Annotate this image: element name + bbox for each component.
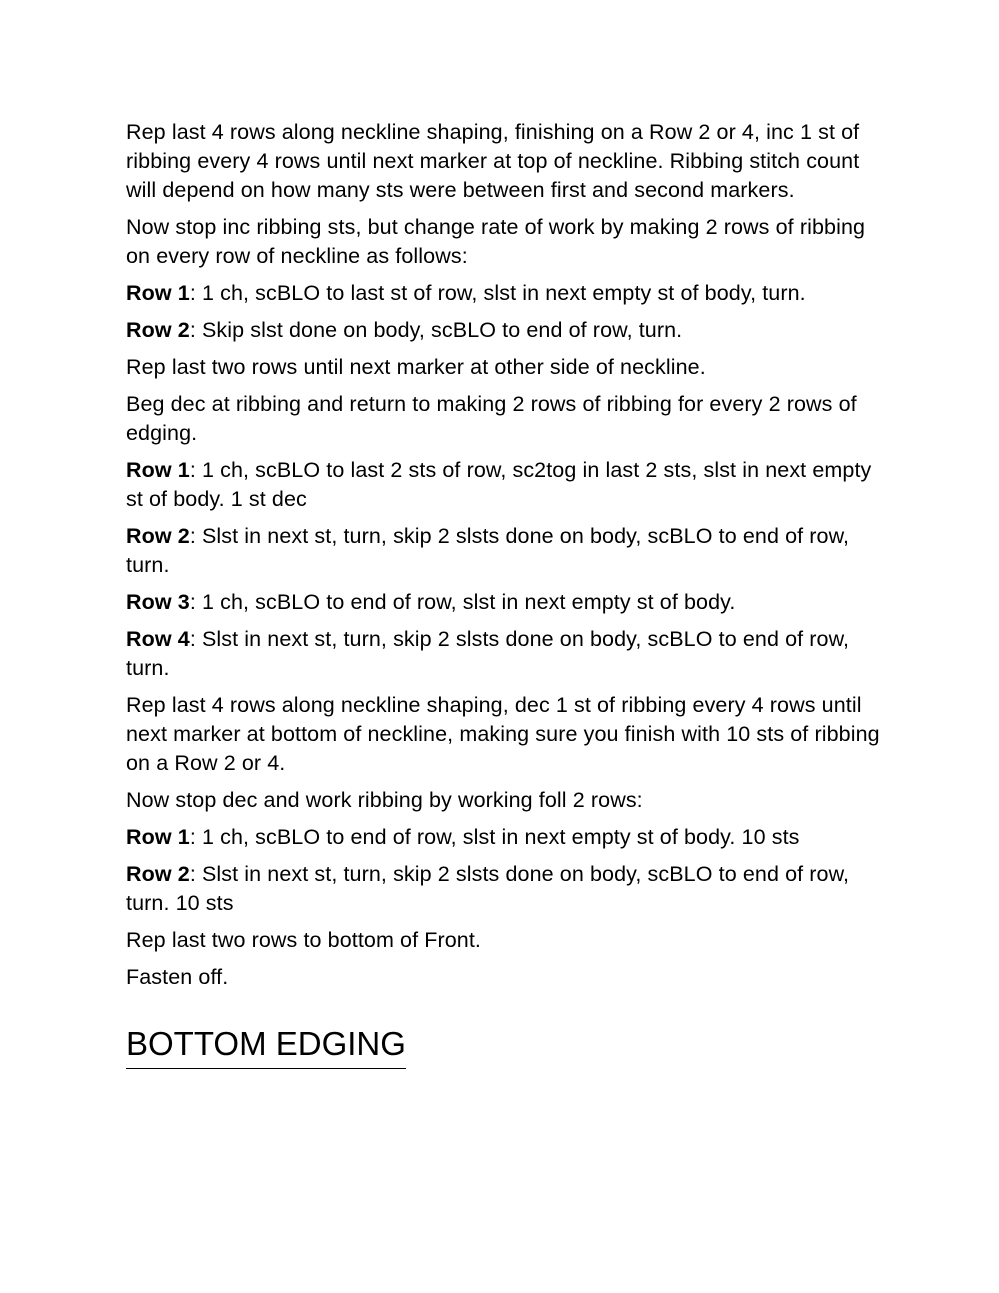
paragraph-text: Rep last two rows until next marker at other side of neckline. [126,355,706,379]
instructions-body [126,118,886,992]
row-instruction [126,588,886,617]
paragraph-text: : Slst in next st, turn, skip 2 slsts done on body, scBLO to end of row, turn. [126,524,850,577]
instruction-paragraph [126,353,886,382]
paragraph-text: : Skip slst done on body, scBLO to end of row, turn. [189,318,683,342]
row-instruction [126,456,886,514]
instruction-paragraph [126,963,886,992]
paragraph-text: Now stop inc ribbing sts, but change rate of work by making 2 rows of ribbing on every row of neckline as follows: [126,215,866,268]
paragraph-text: Rep last 4 rows along neckline shaping, dec 1 st of ribbing every 4 rows until next marker at bottom of neckline, making sure you finish with 10 sts of ribbing on a Row 2 or 4. [126,693,880,775]
paragraph-text: : 1 ch, scBLO to last 2 sts of row, sc2tog in last 2 sts, slst in next empty st of body. 1 st dec [126,458,872,511]
row-label: Row 2 [126,318,190,342]
section-heading-bottom-edging: BOTTOM EDGING [126,1024,406,1069]
row-instruction [126,522,886,580]
paragraph-text: Beg dec at ribbing and return to making 2 rows of ribbing for every 2 rows of edging. [126,392,857,445]
paragraph-text: Rep last 4 rows along neckline shaping, finishing on a Row 2 or 4, inc 1 st of ribbing every 4 rows until next marker at top of neckline. Ribbing stitch count will depend on how many sts were between first and second markers. [126,120,860,202]
row-instruction [126,860,886,918]
paragraph-text: Fasten off. [126,965,229,989]
paragraph-text: : 1 ch, scBLO to end of row, slst in next empty st of body. 10 sts [189,825,800,849]
paragraph-text: Rep last two rows to bottom of Front. [126,928,482,952]
document-page [126,118,886,1069]
row-label: Row 2 [126,524,190,548]
instruction-paragraph [126,118,886,205]
instruction-paragraph [126,390,886,448]
paragraph-text: Now stop dec and work ribbing by working foll 2 rows: [126,788,643,812]
row-label: Row 2 [126,862,190,886]
paragraph-text: : 1 ch, scBLO to last st of row, slst in next empty st of body, turn. [189,281,806,305]
instruction-paragraph [126,926,886,955]
paragraph-text: : Slst in next st, turn, skip 2 slsts done on body, scBLO to end of row, turn. [126,627,850,680]
row-label: Row 4 [126,627,190,651]
row-label: Row 3 [126,590,190,614]
instruction-paragraph [126,691,886,778]
instruction-paragraph [126,786,886,815]
paragraph-text: : Slst in next st, turn, skip 2 slsts done on body, scBLO to end of row, turn. 10 sts [126,862,850,915]
row-instruction [126,625,886,683]
paragraph-text: : 1 ch, scBLO to end of row, slst in next empty st of body. [189,590,736,614]
row-instruction [126,823,886,852]
instruction-paragraph [126,213,886,271]
row-label: Row 1 [126,825,190,849]
row-label: Row 1 [126,281,190,305]
row-label: Row 1 [126,458,190,482]
row-instruction [126,316,886,345]
row-instruction [126,279,886,308]
